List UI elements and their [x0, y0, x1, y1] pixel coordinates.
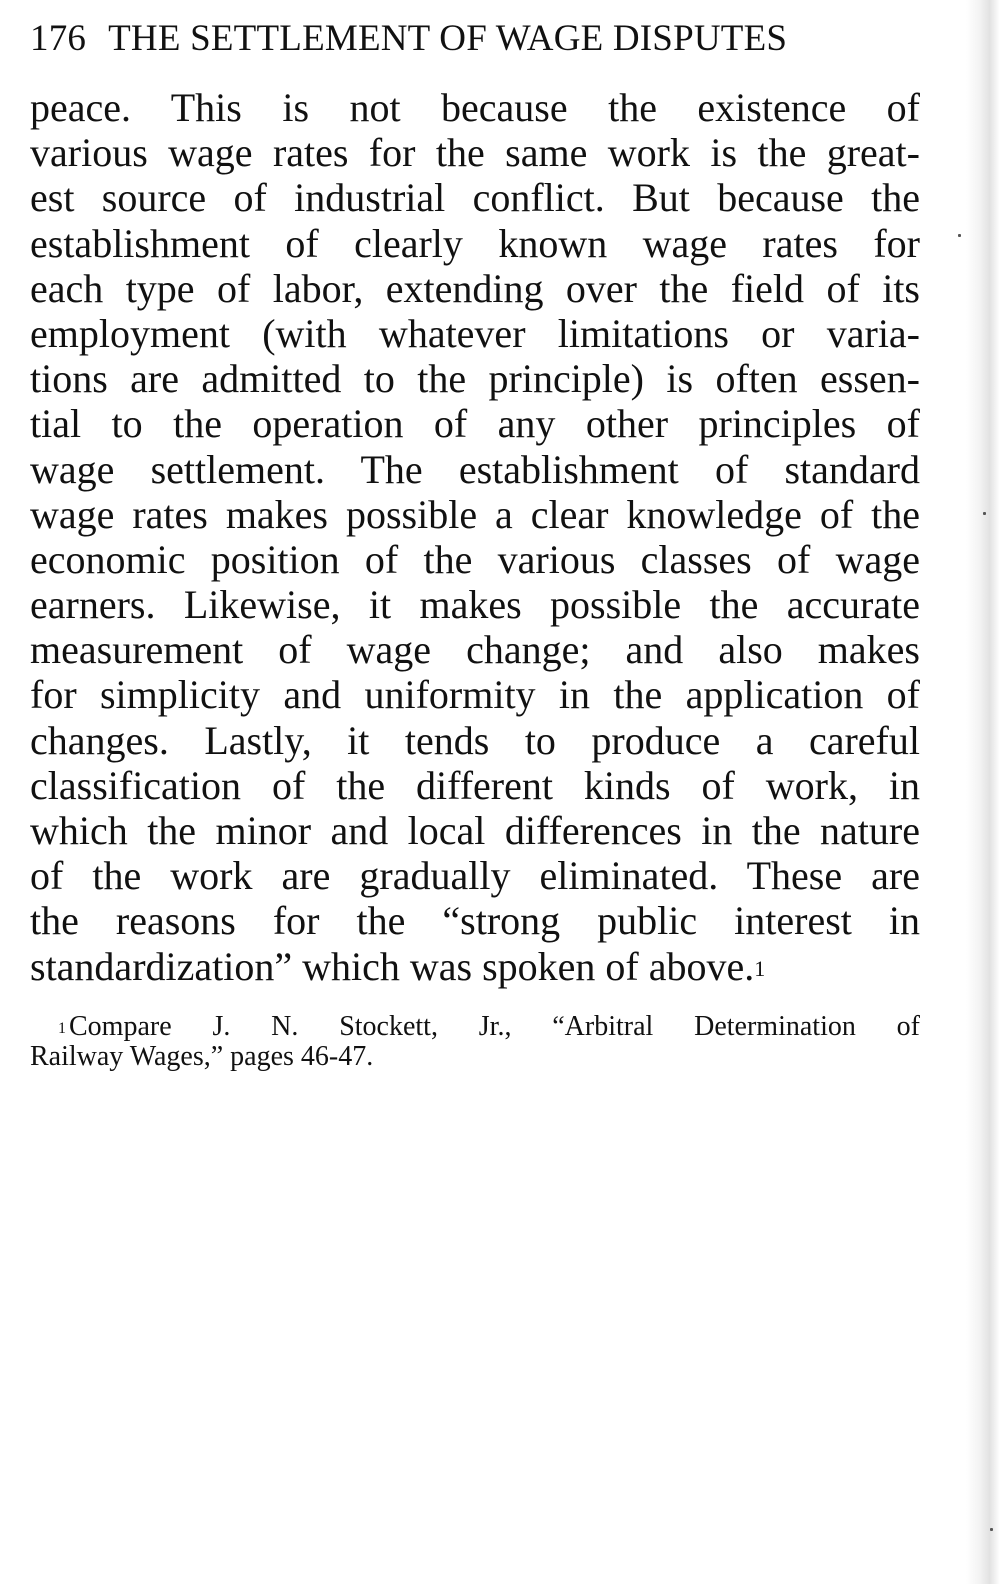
page-edge-shadow [966, 0, 1000, 1584]
text-line-content: standardization” which was spoken of above. [30, 943, 755, 989]
text-line: wage rates makes possible a clear knowledge of the [30, 491, 920, 537]
footnote-reference[interactable]: 1 [754, 955, 766, 981]
footnote [30, 1012, 920, 1072]
footnote-line [30, 1012, 920, 1042]
text-line: each type of labor, extending over the field of its [30, 265, 920, 311]
footnote-line: Railway Wages,” pages 46-47. [30, 1041, 374, 1072]
text-line: earners. Likewise, it makes possible the accurate [30, 582, 920, 628]
text-line: various wage rates for the same work is the great- [30, 130, 920, 176]
text-line: measurement of wage change; and also makes [30, 627, 920, 673]
text-line: wage settlement. The establishment of standard [30, 446, 920, 492]
text-line: employment (with whatever limitations or varia- [30, 310, 920, 356]
scan-speck [958, 234, 961, 237]
text-line: est source of industrial conflict. But because the [30, 175, 920, 221]
text-line: of the work are gradually eliminated. These are [30, 853, 920, 899]
text-line: which the minor and local differences in the nature [30, 808, 920, 853]
scan-speck [983, 512, 986, 515]
running-head [30, 14, 920, 64]
text-line: changes. Lastly, it tends to produce a careful [30, 717, 920, 763]
running-title: THE SETTLEMENT OF WAGE DISPUTES [108, 18, 788, 59]
text-line: classification of the different kinds of work, in [30, 762, 920, 808]
text-line: tions are admitted to the principle) is often essen- [30, 356, 920, 402]
text-line: tial to the operation of any other principles of [30, 401, 920, 447]
text-line: establishment of clearly known wage rates for [30, 220, 920, 266]
text-line-last [30, 944, 920, 989]
text-line: the reasons for the “strong public interest in [30, 898, 920, 944]
footnote-text: Compare J. N. Stockett, Jr., “Arbitral Determination of [69, 1011, 920, 1042]
text-line: peace. This is not because the existence of [30, 85, 920, 130]
text-line: economic position of the various classes of wage [30, 536, 920, 582]
page-number: 176 [30, 18, 87, 59]
footnote-marker: 1 [58, 1020, 66, 1037]
body-paragraph [30, 85, 920, 989]
text-line: for simplicity and uniformity in the application of [30, 672, 920, 718]
scan-speck [990, 1528, 993, 1531]
